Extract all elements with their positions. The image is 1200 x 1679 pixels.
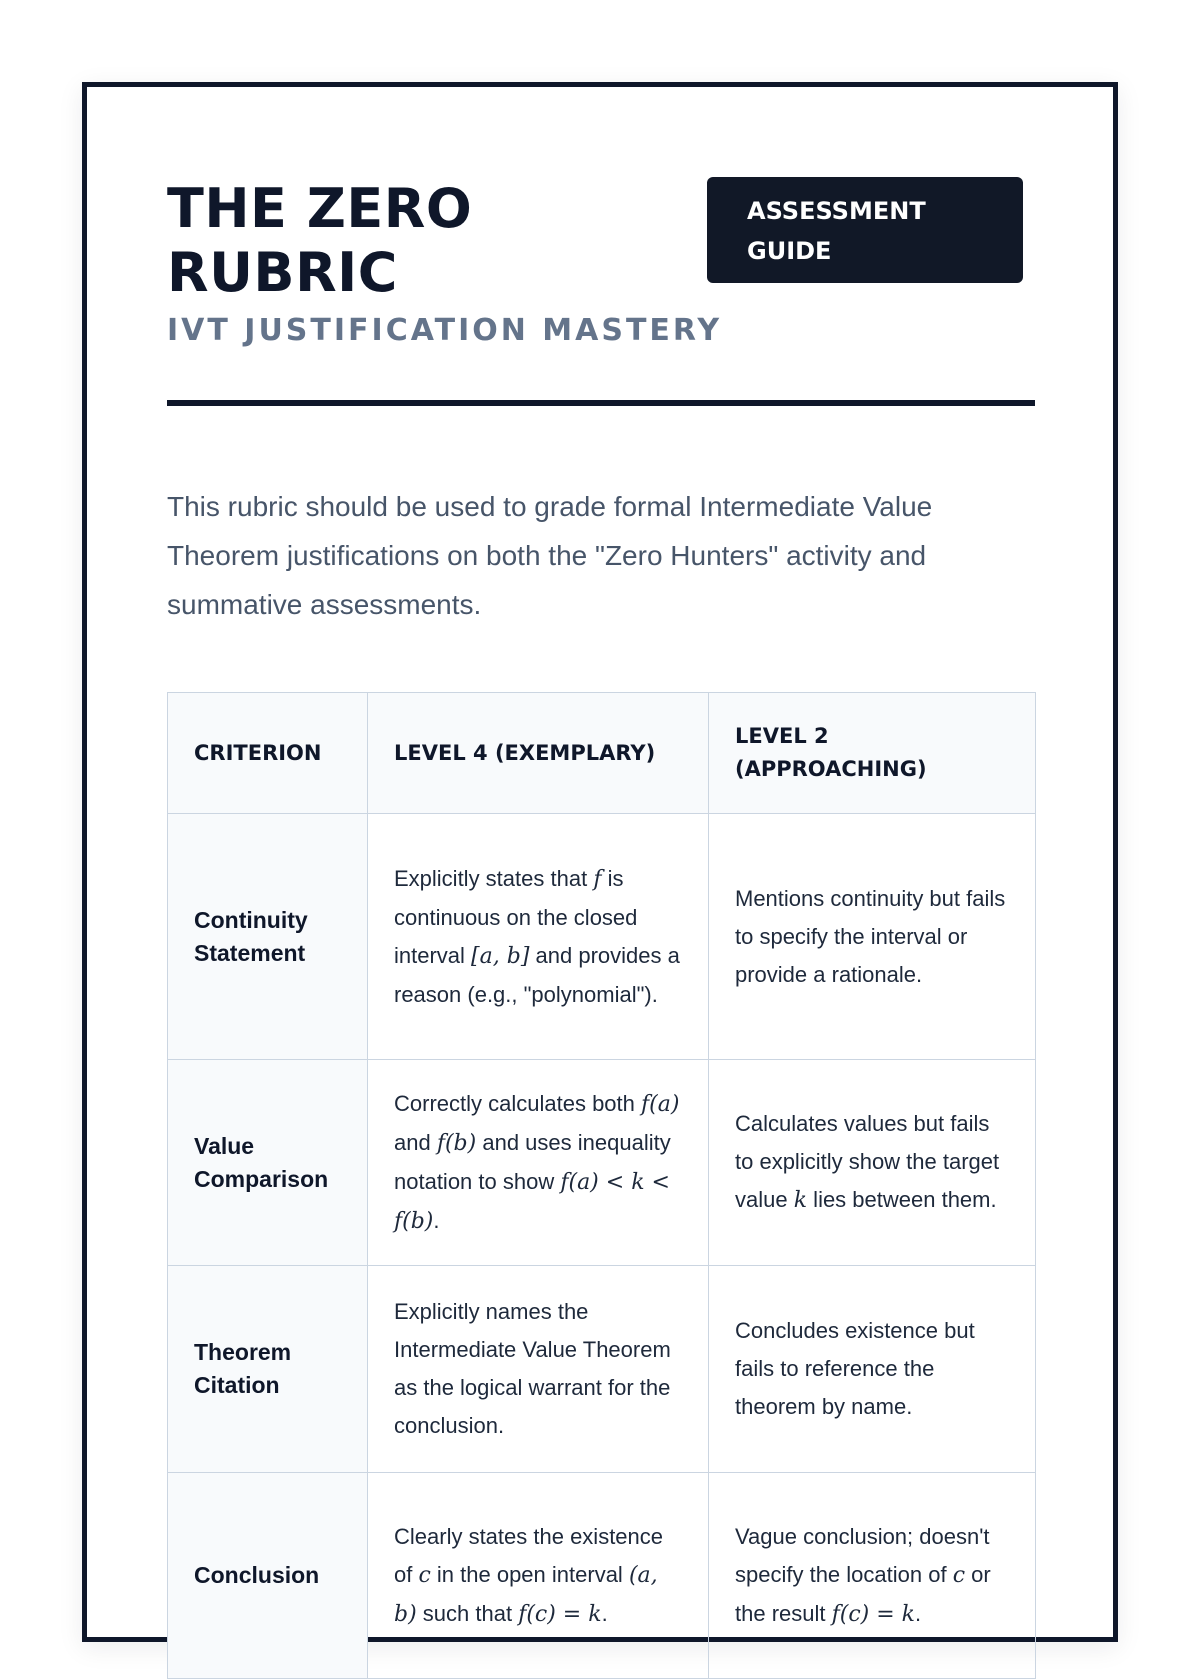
- criterion-cell: Value Comparison: [168, 1060, 368, 1266]
- level-2-cell: [709, 1060, 1036, 1266]
- header-divider: [167, 400, 1035, 406]
- math-expression: f(a) < k < f(b): [394, 1169, 670, 1234]
- level-2-cell: [709, 814, 1036, 1060]
- math-expression: [a, b]: [471, 943, 530, 969]
- level-4-cell: [368, 814, 709, 1060]
- math-expression: f(a): [641, 1091, 680, 1117]
- table-row: [168, 1060, 1036, 1266]
- rubric-table: [167, 692, 1036, 1679]
- table-header-row: [168, 693, 1036, 814]
- intro-paragraph: This rubric should be used to grade formal Intermediate Value Theorem justifications on both the "Zero Hunters" activity and summative assessments.: [167, 491, 933, 620]
- level-4-cell: [368, 1473, 709, 1679]
- page-subtitle: IVT JUSTIFICATION MASTERY: [167, 313, 723, 348]
- table-row: [168, 1266, 1036, 1473]
- assessment-guide-badge: ASSESSMENT GUIDE: [707, 177, 1023, 283]
- cell-text: lies between them.: [807, 1187, 997, 1212]
- column-header-level-2: LEVEL 2 (APPROACHING): [709, 693, 1036, 814]
- table-row: [168, 1473, 1036, 1679]
- cell-text: is continuous on the closed interval: [394, 865, 638, 968]
- cell-text: or the result: [735, 1561, 991, 1626]
- column-header-level-4: LEVEL 4 (EXEMPLARY): [368, 693, 709, 814]
- page-title: THE ZERO RUBRIC: [167, 177, 473, 304]
- cell-text: Explicitly states that: [394, 865, 594, 891]
- cell-text: Vague conclusion; doesn't specify the location of: [735, 1523, 990, 1587]
- math-expression: f(c) = k: [518, 1601, 602, 1627]
- cell-text: Mentions continuity but fails to specify the interval or provide a rationale.: [735, 885, 1006, 987]
- column-header-criterion: CRITERION: [168, 693, 368, 814]
- math-expression: f(b): [436, 1130, 477, 1156]
- math-expression: c: [418, 1562, 431, 1588]
- criterion-cell: Continuity Statement: [168, 814, 368, 1060]
- math-expression: c: [952, 1562, 966, 1588]
- cell-text: Clearly states the existence of: [394, 1523, 664, 1587]
- cell-text: Correctly calculates both: [394, 1090, 641, 1116]
- level-2-cell: [709, 1266, 1036, 1473]
- cell-text: .: [601, 1600, 608, 1626]
- header: [167, 177, 1035, 348]
- math-expression: k: [793, 1188, 808, 1213]
- cell-text: .: [915, 1600, 922, 1626]
- cell-text: and: [394, 1129, 437, 1155]
- cell-text: Calculates values but fails to explicitly show the target value: [735, 1111, 1000, 1212]
- level-4-cell: [368, 1266, 709, 1473]
- math-expression: (a, b): [394, 1562, 658, 1627]
- criterion-cell: Theorem Citation: [168, 1266, 368, 1473]
- cell-text: Explicitly names the Intermediate Value Theorem as the logical warrant for the conclusion.: [394, 1299, 671, 1438]
- level-2-cell: [709, 1473, 1036, 1679]
- math-expression: f: [593, 866, 602, 892]
- table-row: [168, 814, 1036, 1060]
- rubric-card: [82, 82, 1118, 1642]
- cell-text: and provides a reason (e.g., "polynomial").: [394, 942, 680, 1007]
- criterion-cell: Conclusion: [168, 1473, 368, 1679]
- level-4-cell: [368, 1060, 709, 1266]
- cell-text: .: [433, 1207, 440, 1233]
- cell-text: in the open interval: [430, 1561, 629, 1587]
- cell-text: and uses inequality notation to show: [394, 1129, 671, 1194]
- cell-text: Concludes existence but fails to reference the theorem by name.: [735, 1318, 975, 1419]
- math-expression: f(c) = k: [831, 1601, 915, 1627]
- cell-text: such that: [416, 1600, 519, 1626]
